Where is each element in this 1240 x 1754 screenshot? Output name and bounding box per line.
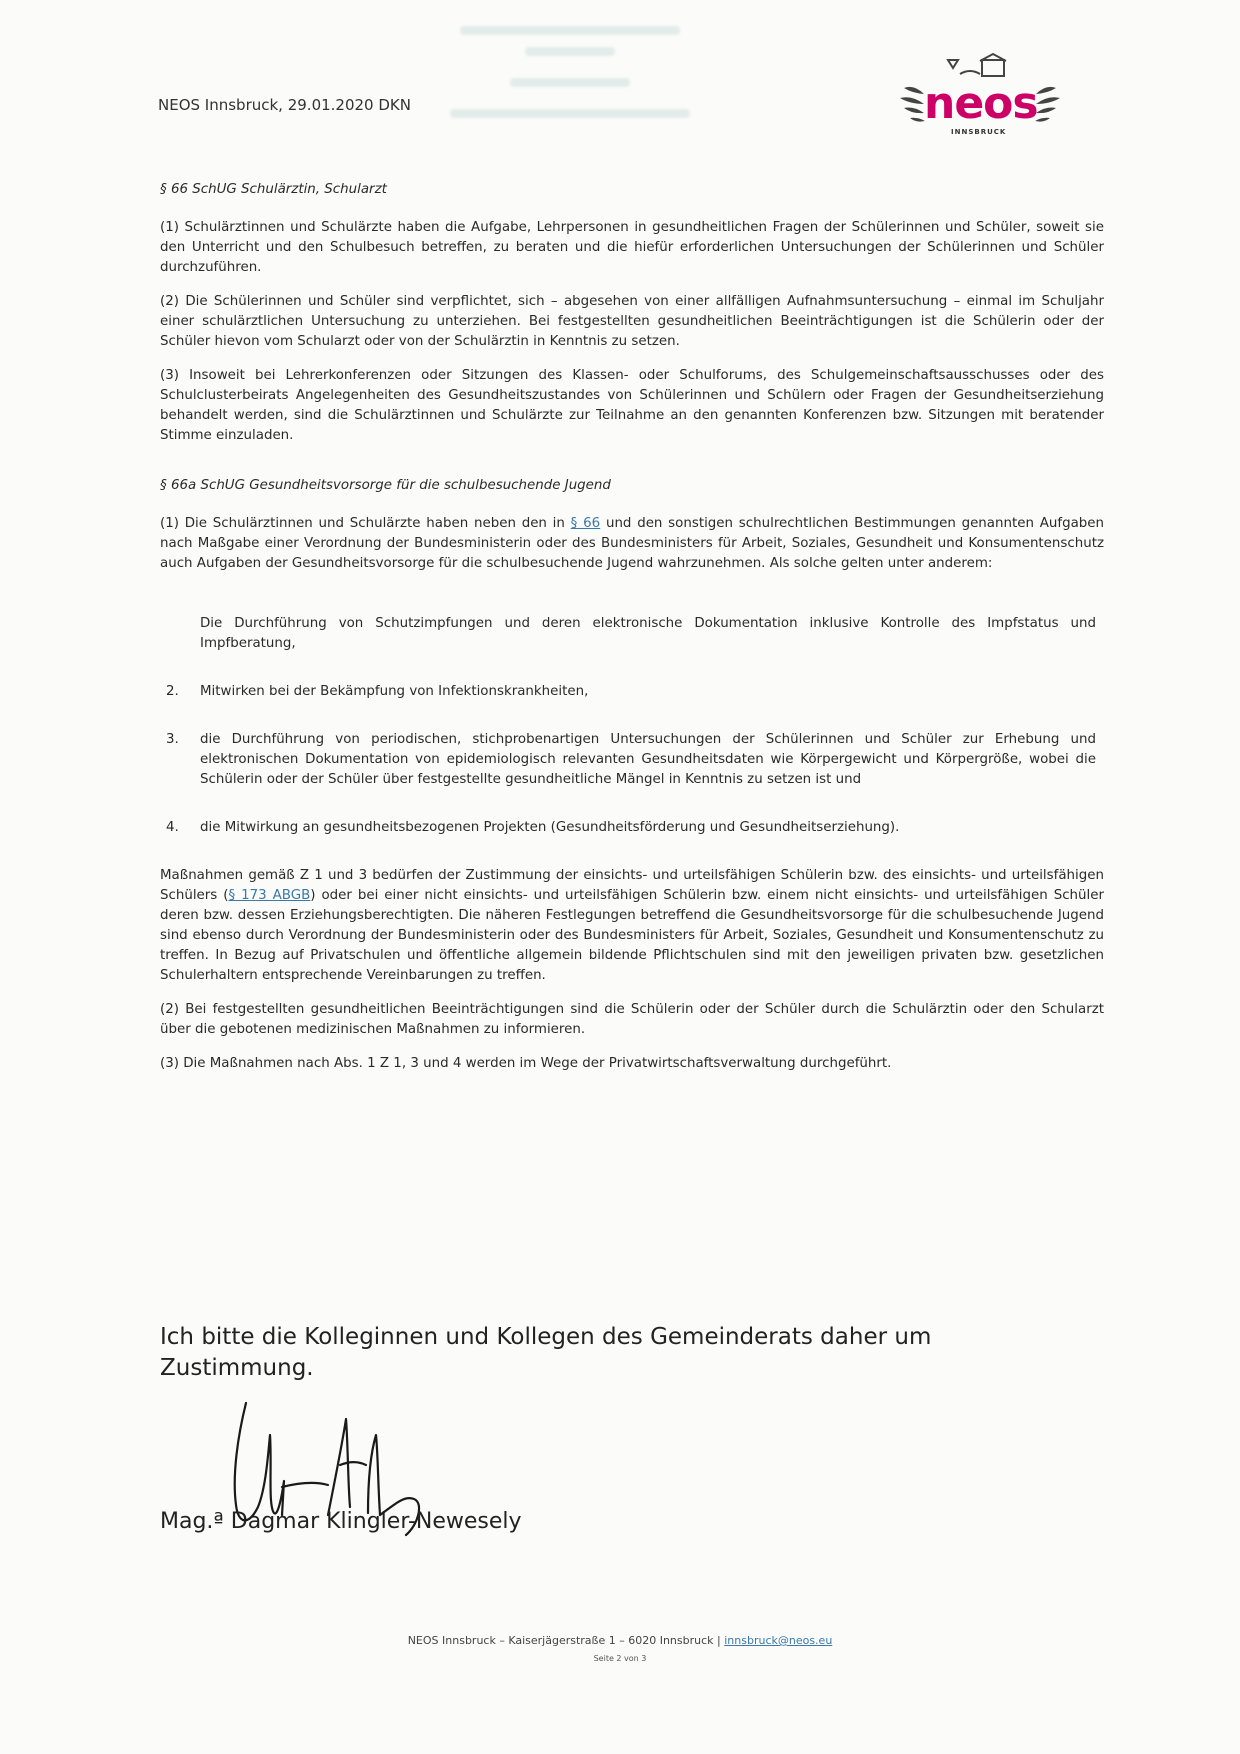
section-66a-paragraph-2: (2) Bei festgestellten gesundheitlichen Beeinträchtigungen sind die Schülerin oder der Schüler durch die Schulärztin oder den Schularzt über die gebotenen medizinischen Maßnahmen zu informieren.	[160, 1002, 1104, 1037]
section-66a-paragraph-1	[160, 514, 1104, 574]
list-item	[160, 682, 1104, 702]
logo-subtitle: INNSBRUCK	[951, 128, 1007, 136]
paragraph-text: (1) Die Schulärztinnen und Schulärzte haben neben den in	[160, 516, 571, 531]
measures-list	[160, 614, 1104, 838]
section-66-heading: § 66 SchUG Schulärztin, Schularzt	[160, 182, 387, 197]
list-item-number: 3.	[166, 732, 179, 747]
measures-paragraph	[160, 866, 1104, 986]
list-item	[160, 614, 1104, 654]
list-item-text: Mitwirken bei der Bekämpfung von Infektionskrankheiten,	[200, 684, 589, 699]
list-item-number	[160, 614, 200, 654]
list-item-text: Die Durchführung von Schutzimpfungen und deren elektronische Dokumentation inklusive Kontrolle des Impfstatus und Impfberatung,	[200, 616, 1096, 651]
footer-text: NEOS Innsbruck – Kaiserjägerstraße 1 – 6020 Innsbruck |	[407, 1634, 725, 1647]
section-66a-paragraph-3: (3) Die Maßnahmen nach Abs. 1 Z 1, 3 und 4 werden im Wege der Privatwirtschaftsverwaltung durchgeführt.	[160, 1056, 892, 1071]
faded-stamp	[430, 14, 710, 154]
reference-link-s66[interactable]: § 66	[570, 516, 601, 531]
place-date: NEOS Innsbruck, 29.01.2020 DKN	[158, 96, 411, 114]
closing-request: Ich bitte die Kolleginnen und Kollegen des Gemeinderats daher um Zustimmung.	[160, 1324, 932, 1381]
reference-link-abgb[interactable]: § 173 ABGB	[228, 888, 311, 903]
page-number: Seite 2 von 3	[593, 1654, 647, 1663]
signatory-name: Mag.ª Dagmar Klingler-Newesely	[160, 1509, 522, 1534]
section-66a-heading: § 66a SchUG Gesundheitsvorsorge für die schulbesuchende Jugend	[160, 478, 611, 493]
list-item-text: die Mitwirkung an gesundheitsbezogenen Projekten (Gesundheitsförderung und Gesundheitserziehung).	[200, 820, 900, 835]
paragraph-text: ) oder bei einer nicht einsichts- und urteilsfähigen Schülerin bzw. einem nicht einsichts- und urteilsfähigen Schüler deren bzw. dessen Erziehungsberechtigten. Die näheren Festlegungen betreffend die Gesundheitsvorsorge für die schulbesuchende Jugend sind ebenso durch Verordnung der Bundesministerin oder des Bundesministers für Arbeit, Soziales, Gesundheit und Konsumentenschutz zu treffen. In Bezug auf Privatschulen und öffentliche allgemein bildende Pflichtschulen sind mit den jeweiligen privaten bzw. gesetzlichen Schulerhaltern entsprechende Vereinbarungen zu treffen.	[160, 888, 1104, 983]
list-item-number: 2.	[166, 684, 179, 699]
list-item-text: die Durchführung von periodischen, stichprobenartigen Untersuchungen der Schülerinnen und Schüler zur Erhebung und elektronischen Dokumentation von epidemiologisch relevanten Gesundheitsdaten wie Körpergewicht und Körpergröße, wobei die Schülerin oder der Schüler über festgestellte gesundheitliche Mängel in Kenntnis zu setzen ist und	[200, 732, 1096, 787]
paragraph-text: Maßnahmen gemäß Z 1 und 3 bedürfen der Zustimmung der einsichts- und urteilsfähigen Schülerin bzw. des einsichts- und urteilsfähigen Schülers (	[160, 868, 1104, 903]
document-body	[160, 180, 1104, 1088]
section-66-paragraph-2: (2) Die Schülerinnen und Schüler sind verpflichtet, sich – abgesehen von einer allfälligen Aufnahmsuntersuchung – einmal im Schuljahr einer schulärztlichen Untersuchung zu unterziehen. Bei festgestellten gesundheitlichen Beeinträchtigungen ist die Schülerin oder der Schüler hievon vom Schularzt oder von der Schulärztin in Kenntnis zu setzen.	[160, 294, 1104, 349]
section-66-paragraph-3: (3) Insoweit bei Lehrerkonferenzen oder Sitzungen des Klassen- oder Schulforums, des Schulgemeinschaftsausschusses oder des Schulclusterbeirats Angelegenheiten des Gesundheitszustandes von Schülerinnen und Schülern oder Fragen der Gesundheitserziehung behandelt werden, sind die Schulärztinnen und Schulärzte zur Teilnahme an den genannten Konferenzen bzw. Sitzungen mit beratender Stimme einzuladen.	[160, 368, 1104, 443]
list-item	[160, 730, 1104, 790]
list-item-number: 4.	[166, 820, 179, 835]
logo-wordmark: neos	[924, 78, 1038, 129]
footer-address	[0, 1634, 1240, 1647]
section-66-paragraph-1: (1) Schulärztinnen und Schulärzte haben die Aufgabe, Lehrpersonen in gesundheitlichen Fragen der Schülerinnen und Schüler, soweit sie den Unterricht und den Schulbesuch betreffen, zu beraten und die hiefür erforderlichen Untersuchungen der Schülerinnen und Schüler durchzuführen.	[160, 220, 1104, 275]
footer-email-link[interactable]: innsbruck@neos.eu	[724, 1634, 833, 1647]
neos-logo	[896, 52, 1064, 138]
list-item	[160, 818, 1104, 838]
paragraph-text: und den sonstigen schulrechtlichen Bestimmungen genannten Aufgaben nach Maßgabe einer Verordnung der Bundesministerin oder des Bundesministers für Arbeit, Soziales, Gesundheit und Konsumentenschutz auch Aufgaben der Gesundheitsvorsorge für die schulbesuchende Jugend wahrzunehmen. Als solche gelten unter anderem:	[160, 516, 1105, 571]
